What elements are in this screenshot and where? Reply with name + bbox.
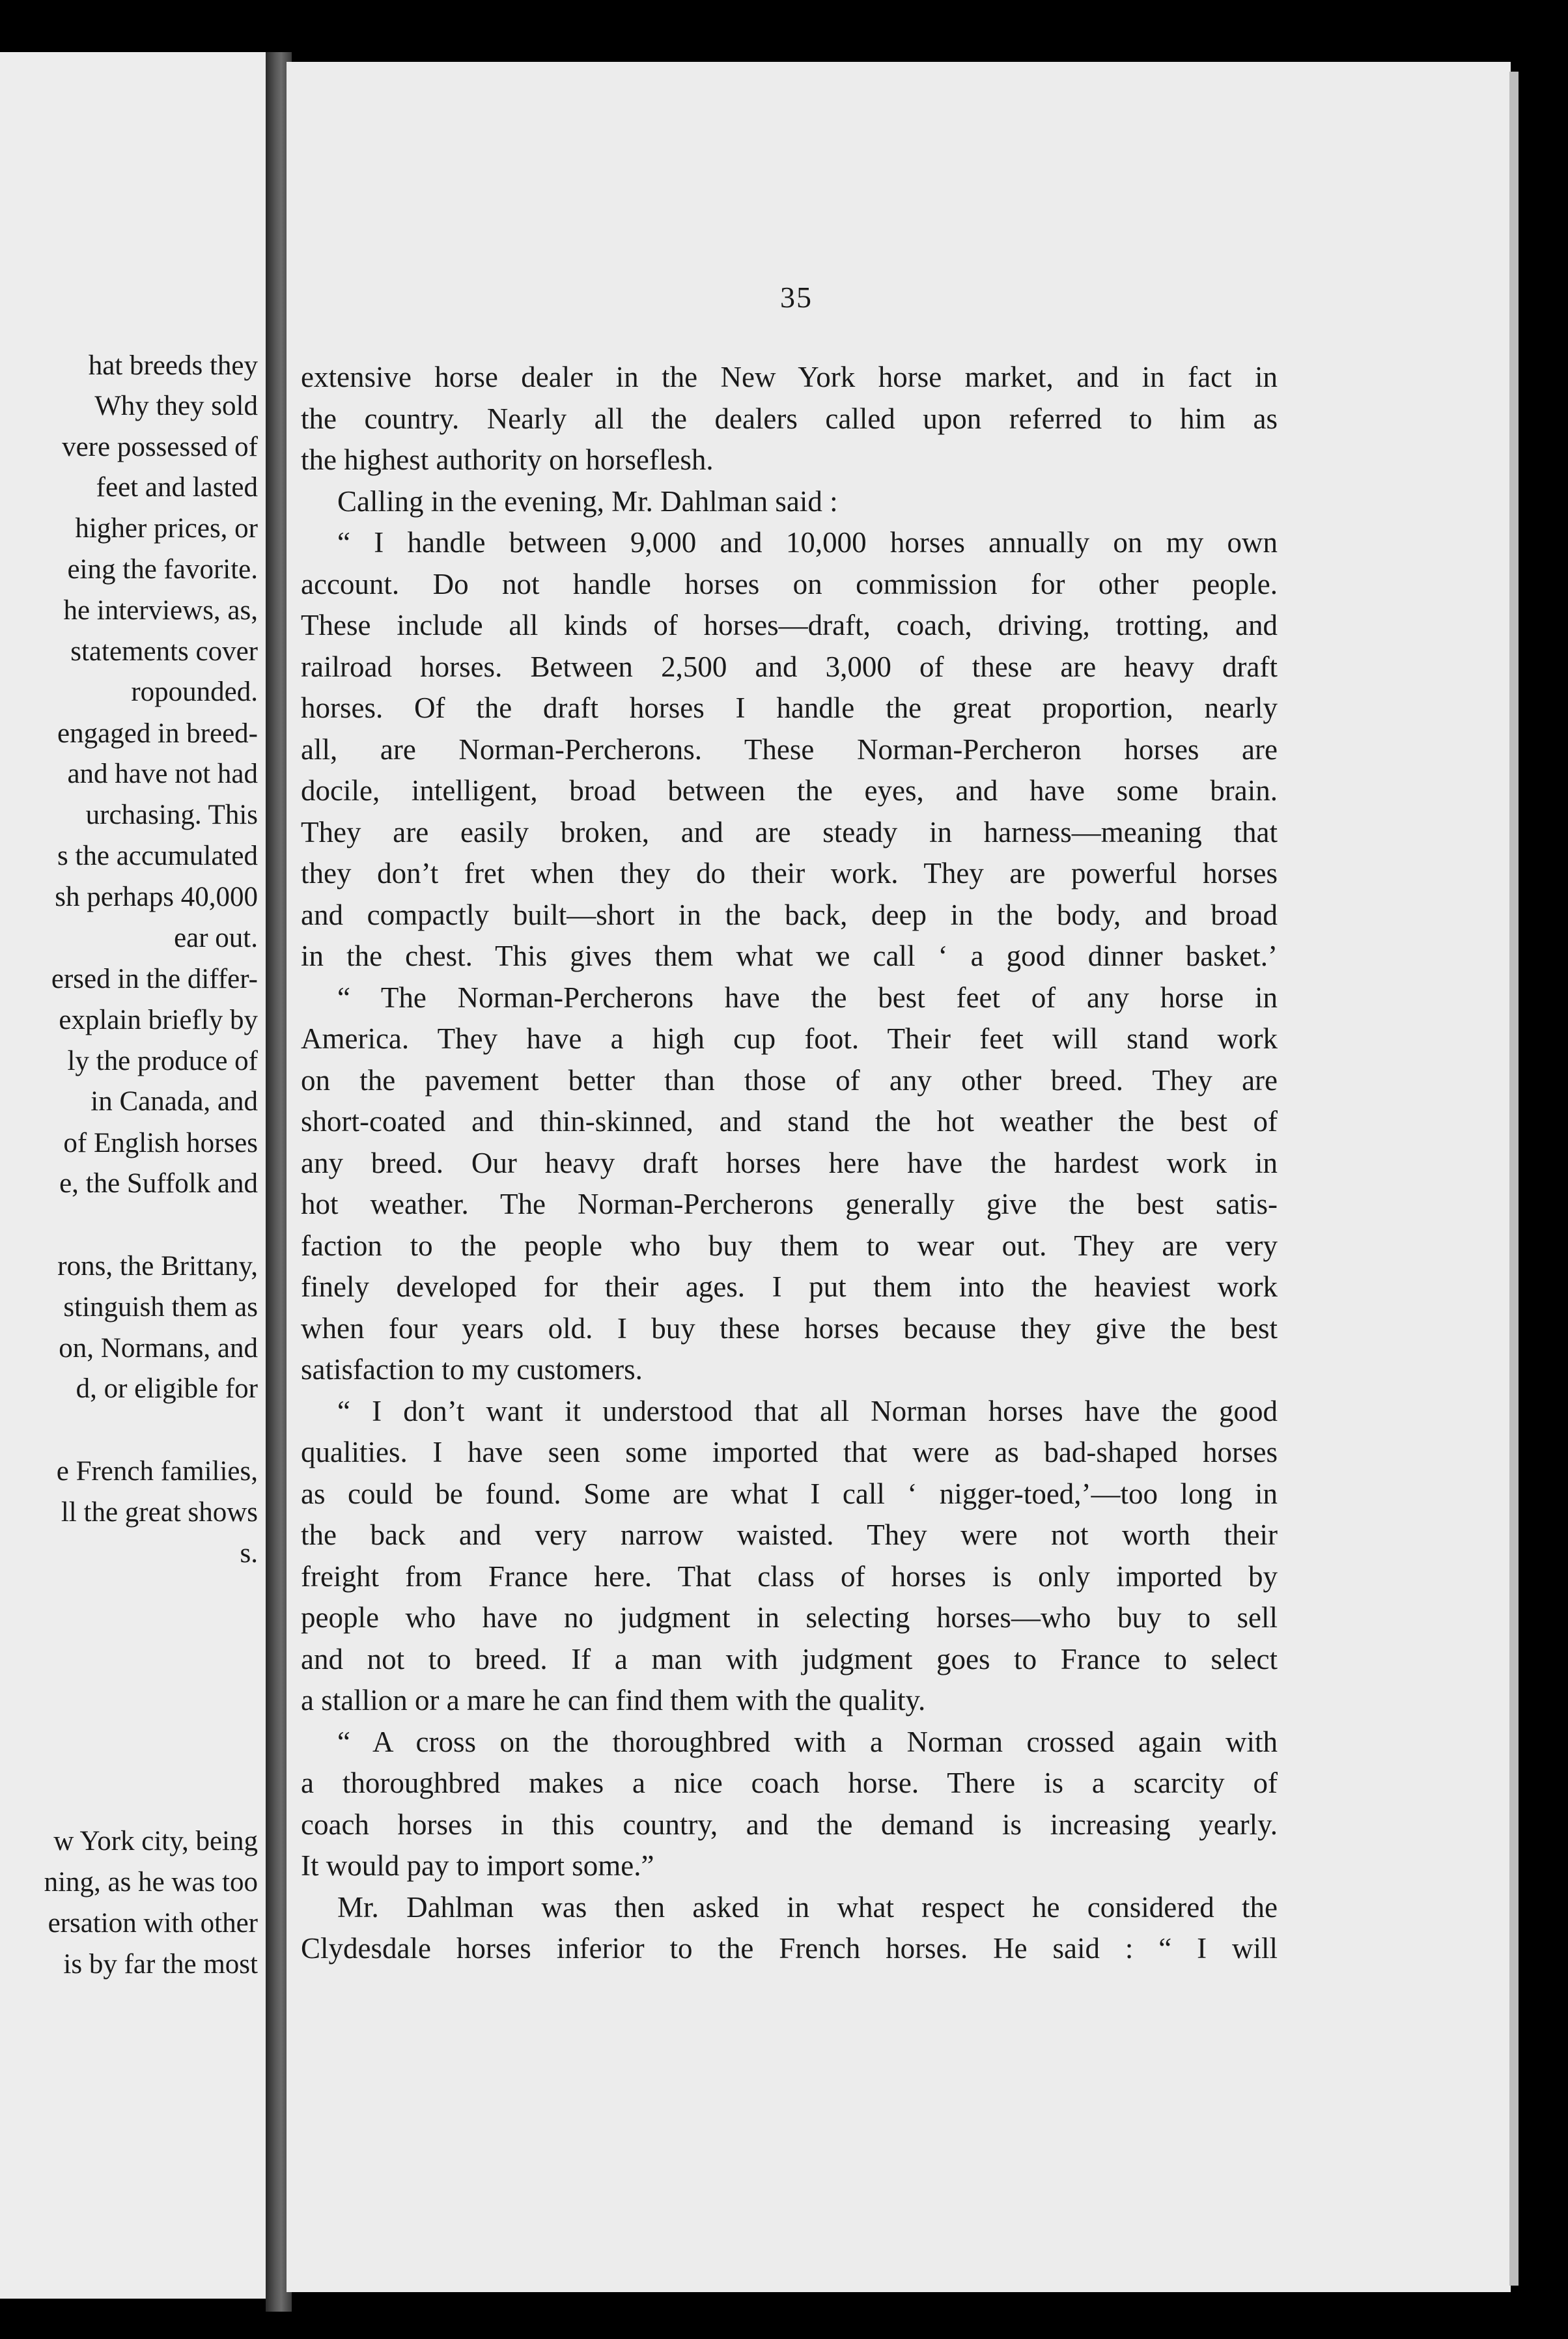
text-line: when four years old. I buy these horses because they give the best: [301, 1311, 1278, 1345]
text-line: freight from France here. That class of horses is only imported by: [301, 1560, 1278, 1593]
left-page-line: ropounded.: [131, 677, 258, 707]
left-page-line: e French families,: [56, 1456, 258, 1487]
text-line: and compactly built—short in the back, deep in the body, and broad: [301, 898, 1278, 931]
left-page-line: statements cover: [70, 636, 258, 667]
text-line: as could be found. Some are what I call ‘ nigger-toed,’—too long in: [301, 1477, 1278, 1510]
left-page-line: he interviews, as,: [63, 595, 258, 626]
left-page-line: s the accumulated: [57, 841, 258, 871]
body-text: [301, 357, 1278, 1970]
text-line: They are easily broken, and are steady in harness—meaning that: [301, 815, 1278, 848]
text-line: qualities. I have seen some imported that were as bad-shaped horses: [301, 1436, 1278, 1468]
text-line: “ The Norman-Percherons have the best feet of any horse in: [337, 981, 1278, 1014]
text-line: account. Do not handle horses on commission for other people.: [301, 567, 1278, 600]
left-page: [0, 52, 272, 2299]
left-page-line: higher prices, or: [75, 513, 258, 544]
text-line: short-coated and thin-skinned, and stand the hot weather the best of: [301, 1105, 1278, 1138]
left-page-line: of English horses: [63, 1128, 258, 1158]
page-number: 35: [780, 281, 813, 314]
text-line: Calling in the evening, Mr. Dahlman said :: [337, 484, 838, 518]
left-page-line: hat breeds they: [88, 350, 258, 381]
text-line: “ I don’t want it understood that all Norman horses have the good: [337, 1394, 1278, 1427]
text-line: extensive horse dealer in the New York horse market, and in fact in: [301, 361, 1278, 393]
left-page-line: ning, as he was too: [44, 1867, 258, 1898]
left-page-line: rons, the Brittany,: [57, 1251, 258, 1282]
text-line: any breed. Our heavy draft horses here have the hardest work in: [301, 1146, 1278, 1179]
left-page-line: and have not had: [67, 759, 258, 789]
text-line: railroad horses. Between 2,500 and 3,000 of these are heavy draft: [301, 650, 1278, 683]
left-page-line: d, or eligible for: [76, 1373, 258, 1404]
left-page-line: sh perhaps 40,000: [55, 882, 258, 912]
left-page-line: ear out.: [174, 923, 258, 953]
text-line: hot weather. The Norman-Percherons generally give the best satis-: [301, 1188, 1278, 1220]
left-page-line: feet and lasted: [96, 472, 258, 503]
left-page-line: stinguish them as: [63, 1292, 258, 1323]
text-line: a stallion or a mare he can find them with the quality.: [301, 1684, 926, 1716]
text-line: “ I handle between 9,000 and 10,000 horses annually on my own: [337, 526, 1278, 559]
text-line: America. They have a high cup foot. Their feet will stand work: [301, 1022, 1278, 1055]
text-line: people who have no judgment in selecting horses—who buy to sell: [301, 1601, 1278, 1634]
text-line: the country. Nearly all the dealers called upon referred to him as: [301, 402, 1278, 435]
text-line: Mr. Dahlman was then asked in what respect he considered the: [337, 1890, 1278, 1924]
text-line: the back and very narrow waisted. They were not worth their: [301, 1519, 1278, 1551]
text-line: they don’t fret when they do their work. They are powerful horses: [301, 857, 1278, 889]
text-line: Clydesdale horses inferior to the French horses. He said : “ I will: [301, 1932, 1278, 1965]
text-line: These include all kinds of horses—draft, coach, driving, trotting, and: [301, 609, 1278, 641]
left-page-line: engaged in breed-: [57, 718, 258, 749]
text-line: satisfaction to my customers.: [301, 1353, 643, 1386]
text-line: finely developed for their ages. I put them into the heaviest work: [301, 1270, 1278, 1303]
left-page-line: e, the Suffolk and: [59, 1168, 258, 1199]
left-page-line: ersation with other: [48, 1908, 258, 1939]
text-line: coach horses in this country, and the demand is increasing yearly.: [301, 1808, 1278, 1841]
text-line: and not to breed. If a man with judgment goes to France to select: [301, 1642, 1278, 1675]
text-line: in the chest. This gives them what we call ‘ a good dinner basket.’: [301, 940, 1278, 972]
left-page-line: ersed in the differ-: [51, 964, 258, 994]
page-edge: [1509, 72, 1519, 2286]
left-page-line: ly the produce of: [67, 1046, 258, 1076]
left-page-line: s.: [240, 1538, 258, 1569]
text-line: It would pay to import some.”: [301, 1849, 654, 1882]
left-page-line: explain briefly by: [59, 1005, 258, 1035]
left-page-line: urchasing. This: [85, 800, 258, 830]
text-line: on the pavement better than those of any other breed. They are: [301, 1063, 1278, 1097]
left-page-line: Why they sold: [94, 391, 258, 421]
text-line: all, are Norman-Percherons. These Norman-Percheron horses are: [301, 733, 1278, 766]
text-line: a thoroughbred makes a nice coach horse. There is a scarcity of: [301, 1767, 1278, 1799]
left-page-line: in Canada, and: [91, 1086, 258, 1117]
left-page-line: ll the great shows: [61, 1497, 258, 1528]
left-page-line: w York city, being: [53, 1826, 258, 1856]
text-line: horses. Of the draft horses I handle the great proportion, nearly: [301, 692, 1278, 724]
text-line: docile, intelligent, broad between the eyes, and have some brain.: [301, 774, 1278, 807]
left-page-line: is by far the most: [63, 1949, 258, 1980]
text-line: “ A cross on the thoroughbred with a Norman crossed again with: [337, 1725, 1278, 1758]
left-page-line: eing the favorite.: [67, 554, 258, 585]
text-line: the highest authority on horseflesh.: [301, 443, 714, 476]
left-page-line: vere possessed of: [62, 432, 258, 462]
left-page-line: on, Normans, and: [59, 1333, 258, 1364]
text-line: faction to the people who buy them to wear out. They are very: [301, 1229, 1278, 1262]
